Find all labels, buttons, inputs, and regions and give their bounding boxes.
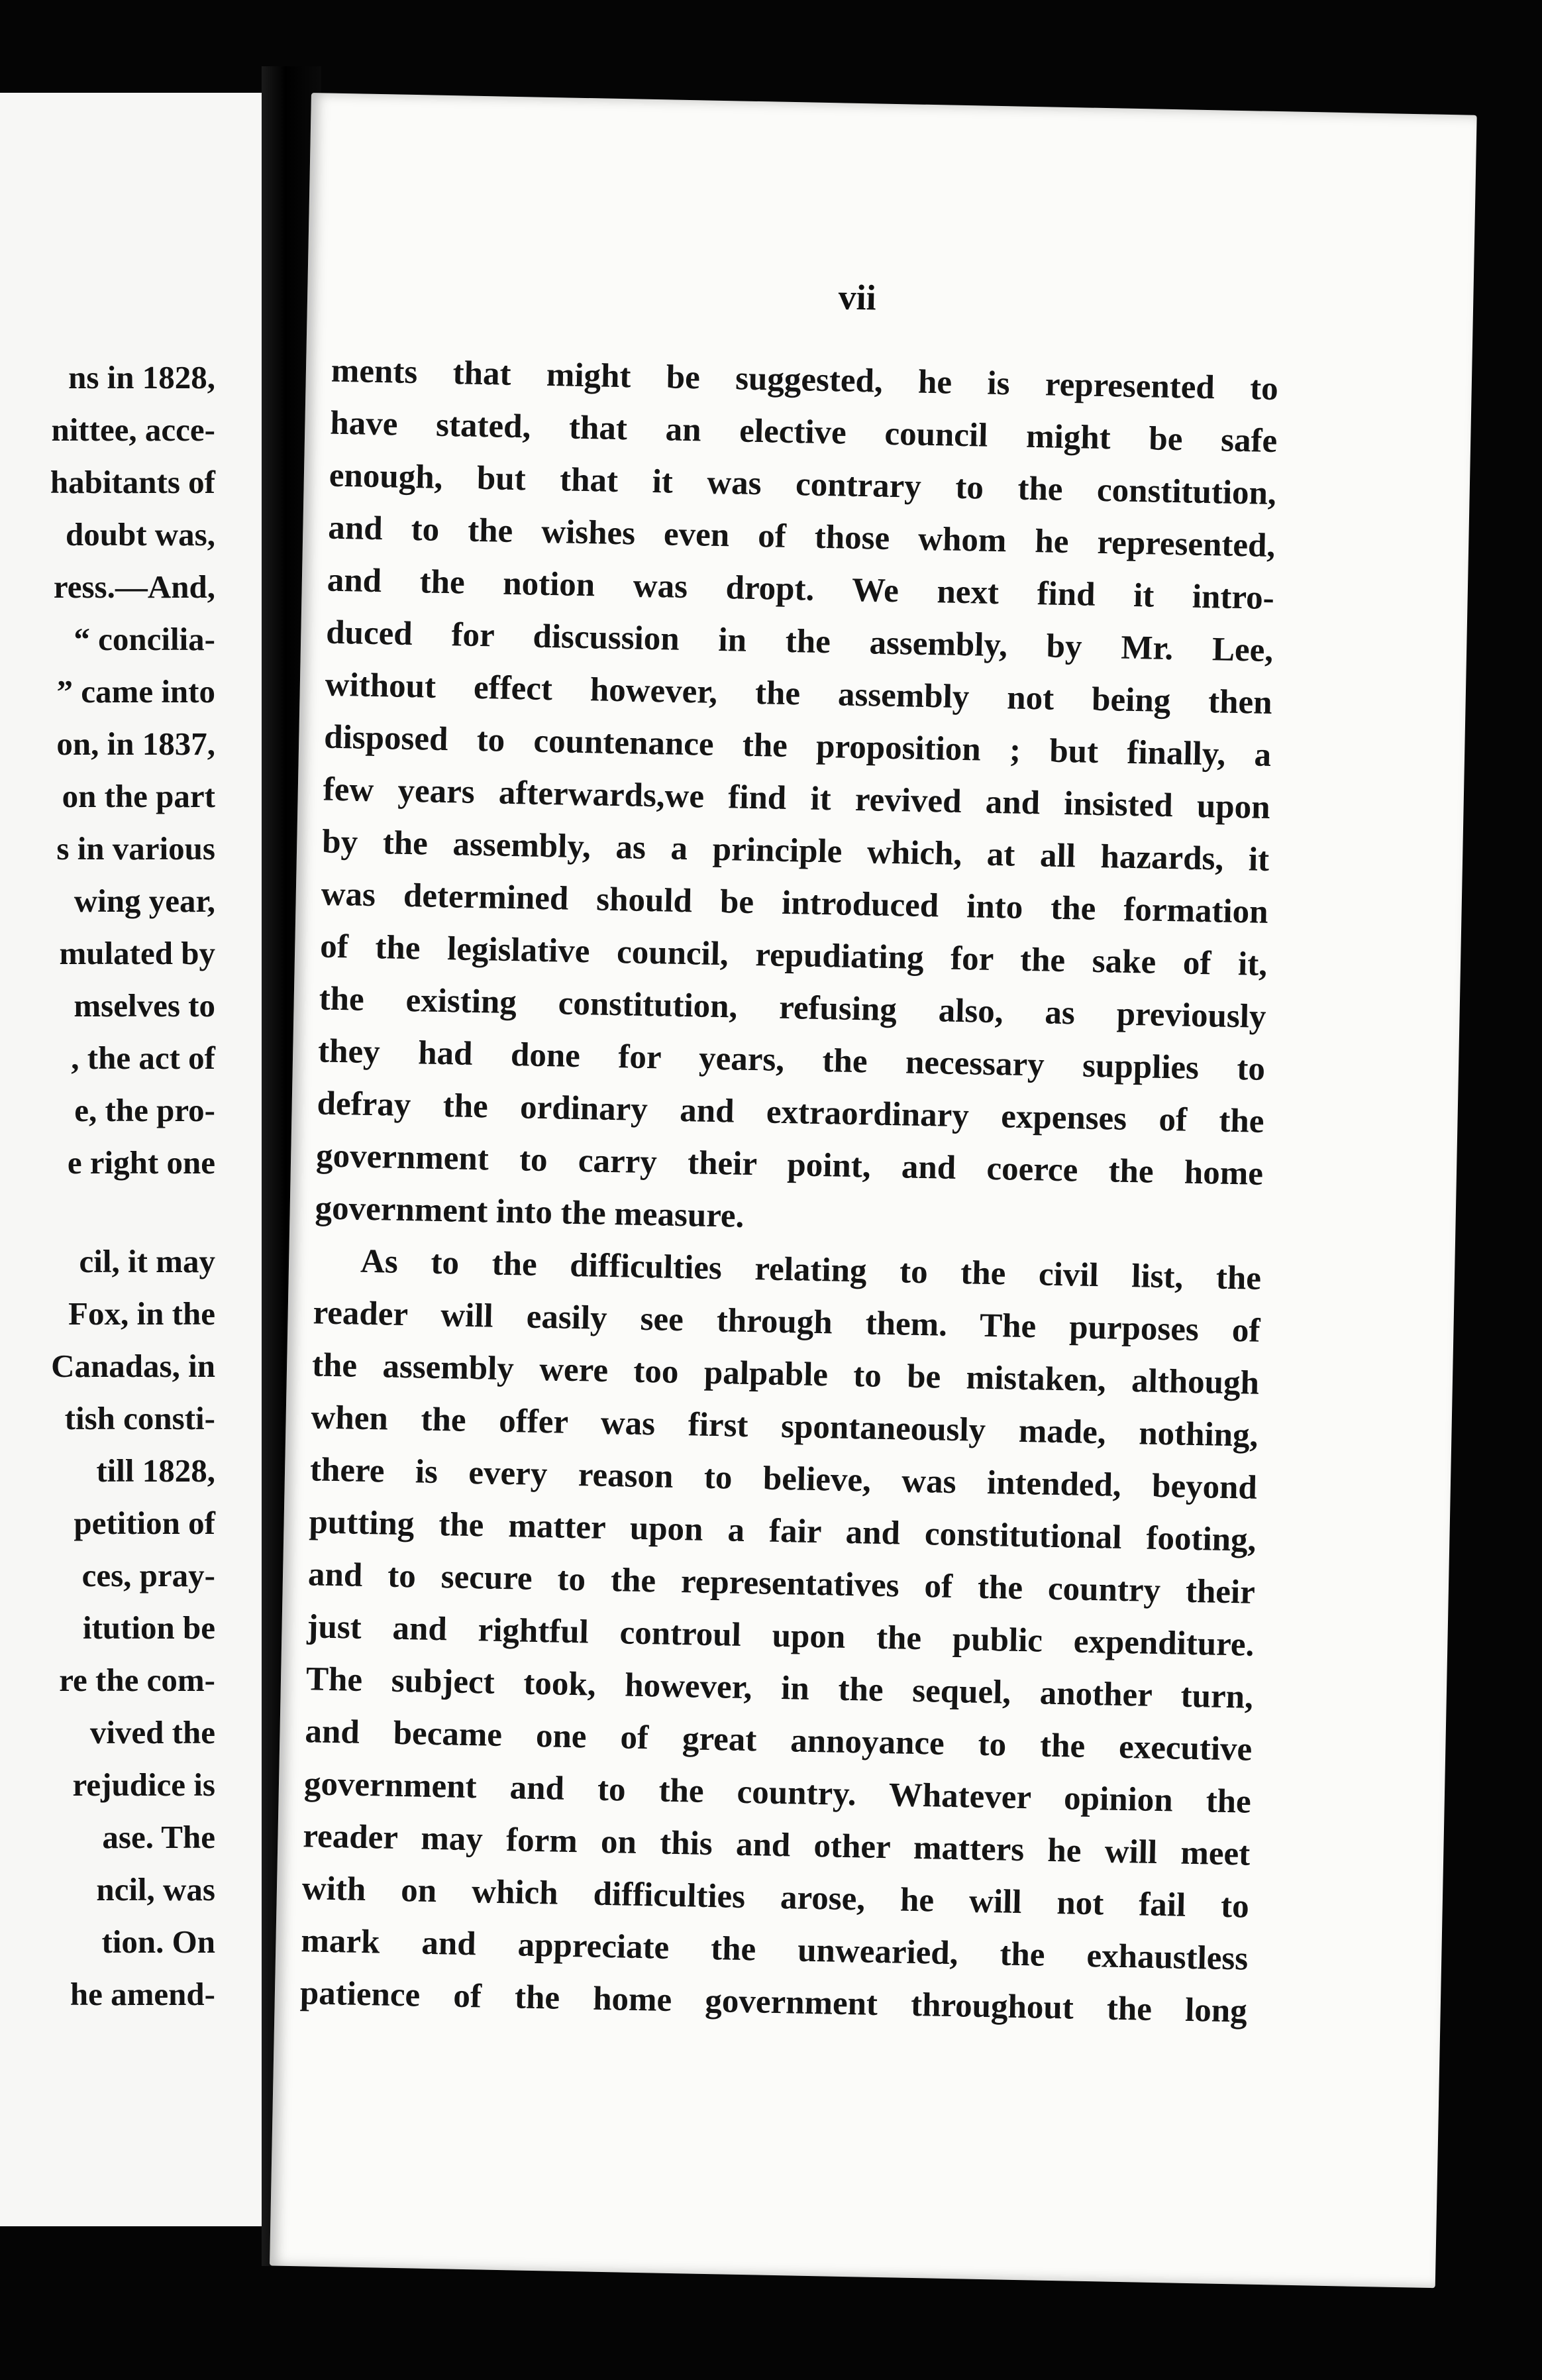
text-line: they had done for years, the necessary supplies to bbox=[317, 1032, 1266, 1088]
left-line: on the part bbox=[62, 778, 215, 814]
text-line: when the offer was first spontaneously made, nothing, bbox=[311, 1399, 1259, 1454]
text-line: defray the ordinary and extraordinary expenses of the bbox=[317, 1085, 1264, 1140]
left-line: e, the pro- bbox=[74, 1092, 215, 1128]
left-line: ns in 1828, bbox=[68, 359, 215, 396]
left-line: , the act of bbox=[71, 1040, 215, 1076]
left-line: ase. The bbox=[102, 1819, 215, 1855]
left-line: till 1828, bbox=[96, 1452, 215, 1489]
text-line: and the notion was dropt. We next find it intro- bbox=[327, 561, 1275, 618]
text-line: have stated, that an elective council might be safe bbox=[329, 404, 1278, 460]
text-line: just and rightful controul upon the public expenditure. bbox=[307, 1608, 1255, 1664]
right-page bbox=[270, 93, 1477, 2288]
left-line: re the com- bbox=[59, 1662, 215, 1698]
left-line: Fox, in the bbox=[68, 1295, 215, 1332]
text-line: enough, but that it was contrary to the constitution, bbox=[329, 457, 1277, 513]
text-line: government to carry their point, and coerce the home bbox=[315, 1137, 1264, 1193]
text-line: putting the matter upon a fair and constitutional footing, bbox=[309, 1503, 1257, 1559]
left-line: he amend- bbox=[70, 1976, 215, 2012]
left-line: s in various bbox=[56, 830, 215, 867]
text-line: patience of the home government throughout the long bbox=[299, 1974, 1248, 2030]
text-line: by the assembly, as a principle which, at all hazards, it bbox=[321, 823, 1270, 879]
left-line: Canadas, in bbox=[51, 1348, 215, 1384]
text-line: the assembly were too palpable to be mistaken, although bbox=[311, 1346, 1260, 1402]
text-line: disposed to countenance the proposition ; but finally, a bbox=[323, 718, 1272, 774]
left-line: ces, pray- bbox=[81, 1557, 215, 1594]
left-line: tish consti- bbox=[64, 1400, 215, 1436]
left-page-text bbox=[0, 351, 215, 2020]
text-line: and became one of great annoyance to the executive bbox=[304, 1713, 1253, 1768]
text-line: As to the difficulties relating to the civil list, the bbox=[360, 1242, 1262, 1297]
text-line: of the legislative council, repudiating for the sake of it, bbox=[319, 928, 1268, 983]
text-line: without effect however, the assembly not being then bbox=[325, 666, 1273, 722]
text-line: reader will easily see through them. The purposes of bbox=[313, 1294, 1260, 1350]
left-line: vived the bbox=[89, 1714, 215, 1751]
left-line: tion. On bbox=[101, 1923, 215, 1960]
text-line: mark and appreciate the unwearied, the exhaustless bbox=[300, 1922, 1249, 1978]
text-line: government and to the country. Whatever opinion the bbox=[303, 1765, 1252, 1821]
left-line: ncil, was bbox=[96, 1871, 215, 1908]
text-line: few years afterwards,we find it revived and insisted upon bbox=[323, 771, 1271, 826]
text-line: The subject took, however, in the sequel, another turn, bbox=[305, 1660, 1254, 1716]
paragraph-1 bbox=[315, 345, 1279, 1253]
left-line: wing year, bbox=[74, 883, 215, 919]
text-line: government into the measure. bbox=[315, 1189, 745, 1235]
left-line: on, in 1837, bbox=[56, 726, 215, 762]
left-line: rejudice is bbox=[72, 1766, 215, 1803]
text-line: was determined should be introduced into the formation bbox=[321, 875, 1269, 931]
text-line: there is every reason to believe, was intended, beyond bbox=[309, 1451, 1258, 1507]
left-page-fragment bbox=[0, 93, 262, 2226]
left-line: ” came into bbox=[56, 673, 215, 710]
left-line: e right one bbox=[67, 1144, 215, 1181]
left-line: ress.—And, bbox=[53, 568, 215, 605]
left-line: cil, it may bbox=[79, 1243, 215, 1279]
left-line: habitants of bbox=[50, 464, 215, 500]
left-paragraph-gap bbox=[0, 1189, 215, 1235]
text-line: duced for discussion in the assembly, by Mr. Lee, bbox=[325, 614, 1274, 670]
left-line: mselves to bbox=[74, 987, 215, 1024]
left-line: petition of bbox=[74, 1505, 215, 1541]
text-line: with on which difficulties arose, he will not fail to bbox=[301, 1870, 1250, 1925]
left-line: nittee, acce- bbox=[51, 411, 215, 448]
page-body bbox=[299, 345, 1278, 2038]
paragraph-2 bbox=[299, 1234, 1261, 2037]
text-line: and to secure to the representatives of the country their bbox=[307, 1556, 1256, 1611]
left-line: doubt was, bbox=[65, 516, 215, 553]
text-line: reader may form on this and other matters he will meet bbox=[302, 1817, 1251, 1873]
text-line: ments that might be suggested, he is represented to bbox=[331, 352, 1279, 408]
text-line: and to the wishes even of those whom he represented, bbox=[327, 509, 1276, 565]
left-line: “ concilia- bbox=[74, 621, 215, 657]
left-line: itution be bbox=[82, 1609, 215, 1646]
text-line: the existing constitution, refusing also, as previously bbox=[319, 980, 1267, 1036]
page-number: vii bbox=[838, 277, 877, 318]
left-line: mulated by bbox=[59, 935, 215, 971]
